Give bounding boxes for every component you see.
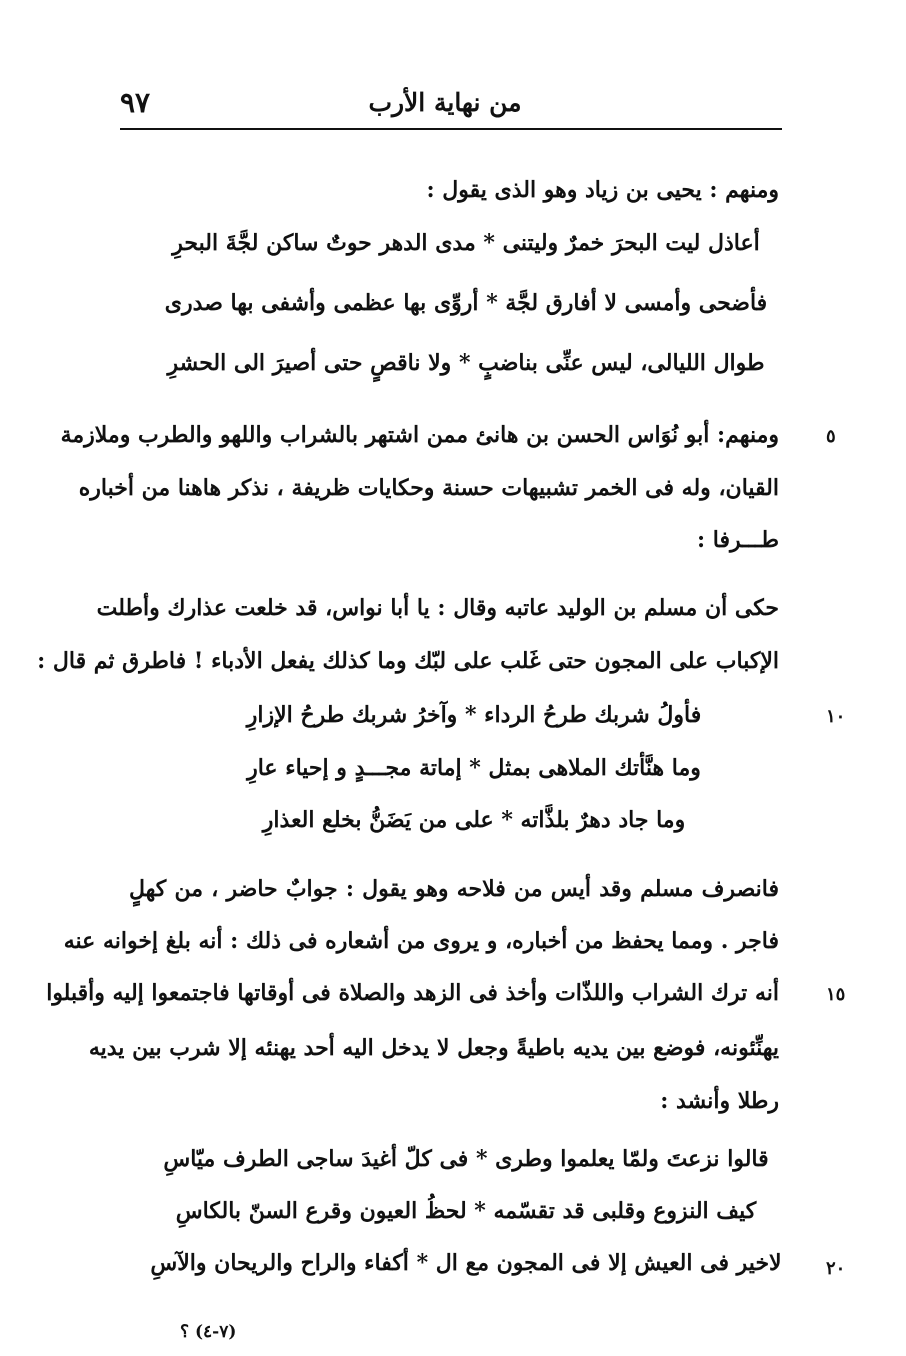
verse-line: أعاذل ليت البحرَ خمرٌ وليتنى * مدى الدهر حوتٌ ساكن لجَّةَ البحرِ [172, 230, 760, 256]
verse-line: وما هنَّأتك الملاهى بمثل * إماتة مجـــدٍ و إحياء عارِ [247, 755, 701, 781]
verse-line: قالوا نزعتَ ولمّا يعلموا وطرى * فى كلّ أغيدَ ساجى الطرف ميّاسِ [163, 1146, 769, 1172]
text-line: يهنِّئونه، فوضع بين يديه باطيةً وجعل لا يدخل اليه أحد يهنئه إلا شرب بين يديه [88, 1035, 779, 1061]
text-line: فاجر . ومما يحفظ من أخباره، و يروى من أشعاره فى ذلك : أنه بلغ إخوانه عنه [63, 928, 779, 954]
verse-line: لاخير فى العيش إلا فى المجون مع ال * أكفاء والراح والريحان والآسِ [150, 1250, 782, 1276]
text-line: الإكباب على المجون حتى غَلب على لبّك وما كذلك يفعل الأدباء ! فاطرق ثم قال : [37, 648, 779, 674]
text-line: ومنهم: أبو نُوَاس الحسن بن هانئ ممن اشتهر بالشراب واللهو والطرب وملازمة [60, 422, 779, 448]
line-number: ٥ [826, 426, 836, 447]
verse-line: وما جاد دهرٌ بلذَّاته * على من يَضَنُّ بخلع العذارِ [262, 807, 686, 833]
verse-line: كيف النزوع وقلبى قد تقسّمه * لحظُ العيون وقرع السنّ بالكاسِ [175, 1198, 757, 1224]
running-header-title: من نهاية الأرب [368, 88, 522, 117]
page-number: ٩٧ [120, 86, 151, 119]
printer-signature-mark: (٧-٤) ؟ [180, 1322, 237, 1342]
text-line: طـــرفا : [697, 527, 779, 553]
verse-line: فأولُ شربك طرحُ الرداء * وآخرُ شربك طرحُ الإزارِ [246, 702, 702, 728]
line-number: ١٥ [826, 984, 846, 1005]
verse-line: فأضحى وأمسى لا أفارق لجَّة * أروِّى بها عظمى وأشفى بها صدرى [164, 290, 768, 316]
line-number: ١٠ [826, 706, 846, 727]
text-line: فانصرف مسلم وقد أيس من فلاحه وهو يقول : جوابٌ حاضر ، من كهلٍ [129, 876, 779, 902]
verse-line: طوال الليالى، ليس عنِّى بناضبٍ * ولا ناقصٍ حتى أصيرَ الى الحشرِ [167, 350, 765, 376]
text-line: أنه ترك الشراب واللذّات وأخذ فى الزهد والصلاة فى أوقاتها فاجتمعوا إليه وأقبلوا [46, 980, 779, 1006]
text-line: حكى أن مسلم بن الوليد عاتبه وقال : يا أبا نواس، قد خلعت عذارك وأطلت [96, 595, 779, 621]
text-line: القيان، وله فى الخمر تشبيهات حسنة وحكايات ظريفة ، نذكر هاهنا من أخباره [78, 475, 779, 501]
header-rule [120, 128, 782, 130]
text-line: رطلا وأنشد : [660, 1088, 779, 1114]
text-line: ومنهم : يحيى بن زياد وهو الذى يقول : [426, 177, 779, 203]
line-number: ٢٠ [826, 1258, 846, 1279]
